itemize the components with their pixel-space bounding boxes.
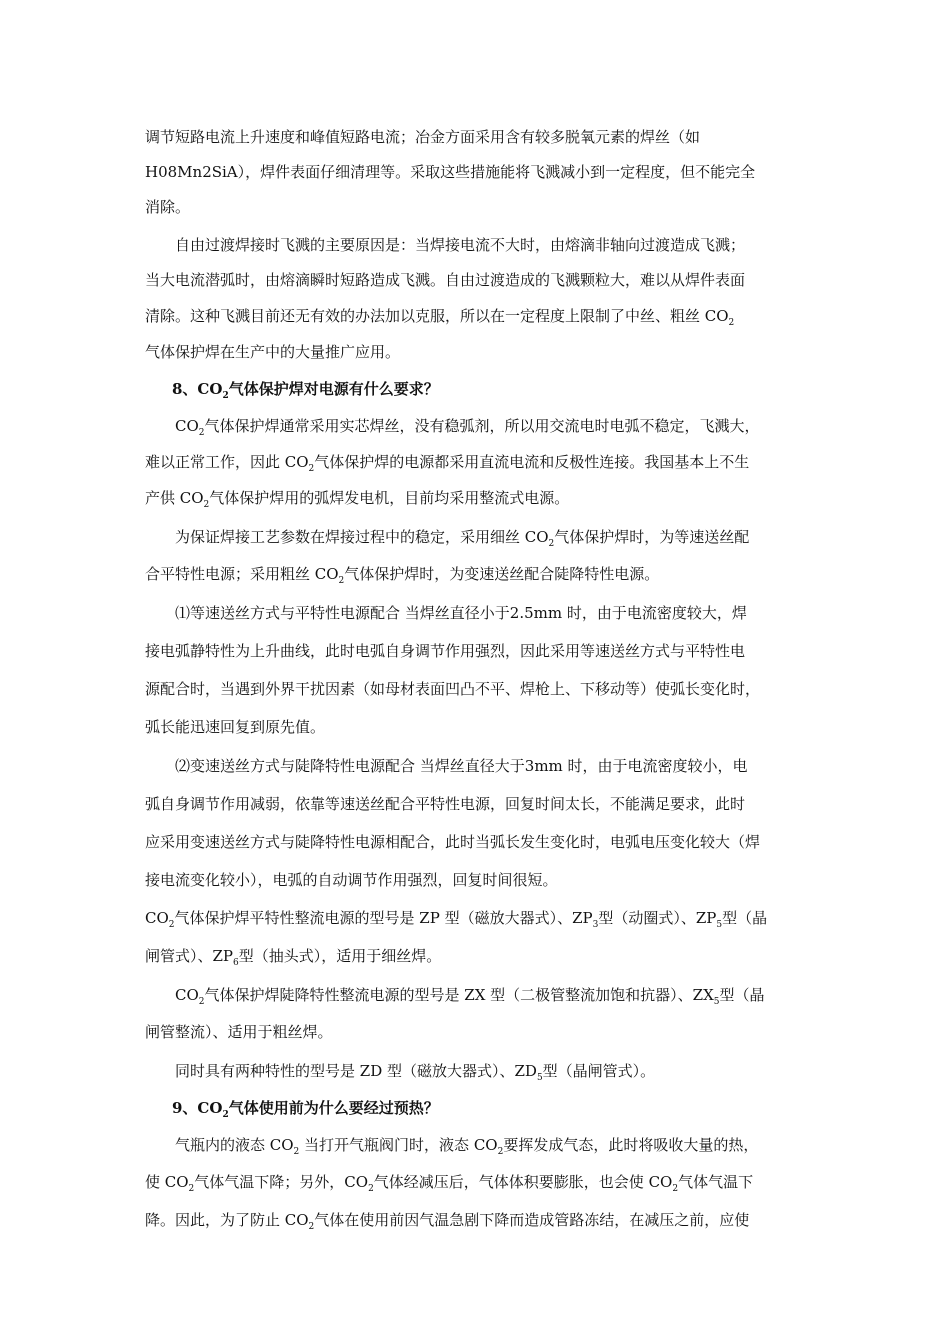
text-line: 产供 $CO_2$气体保护焊用的弧焊发电机，目前均采用整流式电源。 [145,489,570,510]
text-line: 使 $CO_2$气体气温下降；另外，$CO_2$气体经减压后，气体体积要膨胀，也会使 $CO_2$气体气温下 [145,1173,754,1194]
text-line: 当大电流潜弧时，由熔滴瞬时短路造成飞溅。自由过渡造成的飞溅颗粒大，难以从焊件表面 [145,271,746,289]
text-line: 闸管整流）、适用于粗丝焊。 [145,1023,333,1041]
text-line: 气瓶内的液态 $CO_2$ 当打开气瓶阀门时，液态 $CO_2$要挥发成气态，此时将吸收大量的热， [175,1136,759,1157]
text-line: 合平特性电源；采用粗丝 $CO_2$气体保护焊时，为变速送丝配合陡降特性电源。 [145,565,660,586]
text-line: 应采用变速送丝方式与陡降特性电源相配合，此时当弧长发生变化时，电弧电压变化较大（焊 [145,833,761,851]
text-line: 接电弧静特性为上升曲线，此时电弧自身调节作用强烈，因此采用等速送丝方式与平特性电 [145,642,746,660]
text-line: $CO_2$气体保护焊平特性整流电源的型号是 ZP 型（磁放大器式）、$ZP_3$型（动圈式）、$ZP_5$型（晶 [145,909,768,930]
text-line: 清除。这种飞溅目前还无有效的办法加以克服，所以在一定程度上限制了中丝、粗丝 $CO_2$ [145,307,735,328]
text-line: H08Mn2SiA），焊件表面仔细清理等。采取这些措施能将飞溅减小到一定程度，但不能完全 [145,163,756,181]
section-heading: 8、$CO_2$气体保护焊对电源有什么要求？ [172,380,439,401]
text-line: 同时具有两种特性的型号是 ZD 型（磁放大器式）、$ZD_5$型（晶闸管式）。 [175,1062,656,1083]
text-line: 气体保护焊在生产中的大量推广应用。 [145,343,401,361]
text-line: 消除。 [145,198,191,216]
text-line: $CO_2$气体保护焊通常采用实芯焊丝，没有稳弧剂，所以用交流电时电弧不稳定，飞溅大， [175,417,760,438]
text-line: 源配合时，当遇到外界干扰因素（如母材表面凹凸不平、焊枪上、下移动等）使弧长变化时， [145,680,761,698]
text-line: $CO_2$气体保护焊陡降特性整流电源的型号是 ZX 型（二极管整流加饱和抗器）、$ZX_5$型（晶 [175,986,765,1007]
text-line: 为保证焊接工艺参数在焊接过程中的稳定，采用细丝 $CO_2$气体保护焊时，为等速送丝配 [175,528,750,549]
text-line: ⑴等速送丝方式与平特性电源配合 当焊丝直径小于2.5mm 时，由于电流密度较大，焊 [175,604,747,622]
text-line: ⑵变速送丝方式与陡降特性电源配合 当焊丝直径大于3mm 时，由于电流密度较小，电 [175,757,748,775]
text-line: 弧长能迅速回复到原先值。 [145,718,326,736]
text-line: 难以正常工作，因此 $CO_2$气体保护焊的电源都采用直流电流和反极性连接。我国基本上不生 [145,453,750,474]
text-line: 自由过渡焊接时飞溅的主要原因是：当焊接电流不大时，由熔滴非轴向过渡造成飞溅； [175,236,746,254]
text-line: 弧自身调节作用减弱，依靠等速送丝配合平特性电源，回复时间太长，不能满足要求，此时 [145,795,746,813]
text-line: 降。因此，为了防止 $CO_2$气体在使用前因气温急剧下降而造成管路冻结，在减压之前，应使 [145,1211,750,1232]
section-heading: 9、$CO_2$气体使用前为什么要经过预热？ [172,1099,439,1120]
text-line: 接电流变化较小），电弧的自动调节作用强烈，回复时间很短。 [145,871,558,889]
text-line: 闸管式）、$ZP_6$型（抽头式），适用于细丝焊。 [145,947,442,968]
text-line: 调节短路电流上升速度和峰值短路电流；冶金方面采用含有较多脱氧元素的焊丝（如 [145,128,701,146]
